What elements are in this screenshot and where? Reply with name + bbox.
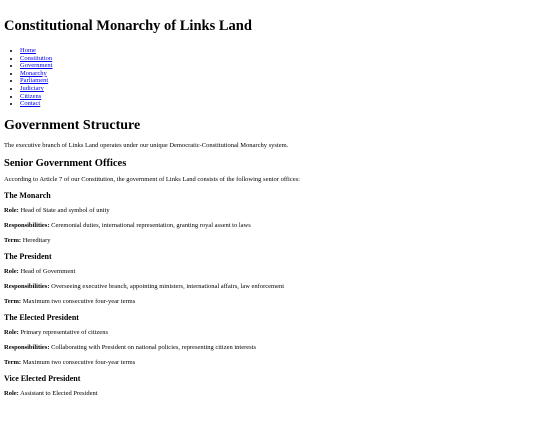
office-title: The President xyxy=(4,251,52,261)
office-title: The Monarch xyxy=(4,190,51,200)
nav-item-citizens xyxy=(20,93,536,101)
role-value: Assistant to Elected President xyxy=(20,389,98,397)
nav-item-monarchy xyxy=(20,70,536,78)
office-responsibilities xyxy=(4,283,536,291)
role-label: Role: xyxy=(4,267,19,275)
term-value: Maximum two consecutive four-year terms xyxy=(22,358,136,366)
role-value: Primary representative of citizens xyxy=(20,328,108,336)
offices-intro-text: According to Article 7 of our Constitution, the government of Links Land consists of the following senior offices: xyxy=(4,175,300,183)
office-role xyxy=(4,268,536,276)
nav-link-monarchy[interactable]: Monarchy xyxy=(20,69,47,77)
nav-link-contact[interactable]: Contact xyxy=(20,100,41,108)
nav-item-constitution xyxy=(20,55,536,63)
office-responsibilities xyxy=(4,344,536,352)
term-value: Maximum two consecutive four-year terms xyxy=(22,297,136,305)
office-role xyxy=(4,207,536,215)
role-value: Head of Government xyxy=(20,267,76,275)
office-role xyxy=(4,329,536,337)
office-term xyxy=(4,359,536,367)
office-elected-president xyxy=(4,313,536,367)
term-value: Hereditary xyxy=(22,236,51,244)
term-label: Term: xyxy=(4,358,22,366)
nav-link-parliament[interactable]: Parliament xyxy=(20,77,49,85)
responsibilities-value: Collaborating with President on national policies, representing citizen interests xyxy=(51,343,257,351)
role-label: Role: xyxy=(4,389,19,397)
main-nav xyxy=(4,47,536,108)
page xyxy=(0,18,540,398)
nav-item-parliament xyxy=(20,77,536,85)
office-term xyxy=(4,298,536,306)
term-label: Term: xyxy=(4,297,22,305)
nav-link-home[interactable]: Home xyxy=(20,47,36,54)
role-label: Role: xyxy=(4,328,19,336)
role-value: Head of State and symbol of unity xyxy=(20,206,110,214)
office-vice-elected-president xyxy=(4,374,536,398)
responsibilities-label: Responsibilities: xyxy=(4,343,50,351)
responsibilities-value: Overseeing executive branch, appointing ministers, international affairs, law enforcement xyxy=(51,282,285,290)
page-heading: Government Structure xyxy=(4,117,141,133)
term-label: Term: xyxy=(4,236,22,244)
nav-item-home xyxy=(20,47,536,55)
offices-heading: Senior Government Offices xyxy=(4,157,127,169)
role-label: Role: xyxy=(4,206,19,214)
nav-link-citizens[interactable]: Citizens xyxy=(20,92,42,100)
office-responsibilities xyxy=(4,222,536,230)
responsibilities-value: Ceremonial duties, international representation, granting royal assent to laws xyxy=(51,221,251,229)
office-term xyxy=(4,237,536,245)
responsibilities-label: Responsibilities: xyxy=(4,221,50,229)
nav-link-constitution[interactable]: Constitution xyxy=(20,54,53,62)
nav-item-contact xyxy=(20,100,536,108)
responsibilities-label: Responsibilities: xyxy=(4,282,50,290)
site-title: Constitutional Monarchy of Links Land xyxy=(4,18,252,34)
intro-text: The executive branch of Links Land operates under our unique Democratic-Constitutional Monarchy system. xyxy=(4,141,289,149)
nav-link-government[interactable]: Government xyxy=(20,62,53,70)
nav-item-judiciary xyxy=(20,85,536,93)
nav-item-government xyxy=(20,62,536,70)
office-president xyxy=(4,252,536,306)
office-role xyxy=(4,390,536,398)
office-monarch xyxy=(4,191,536,245)
office-title: Vice Elected President xyxy=(4,373,81,383)
nav-link-judiciary[interactable]: Judiciary xyxy=(20,84,44,92)
office-title: The Elected President xyxy=(4,312,79,322)
